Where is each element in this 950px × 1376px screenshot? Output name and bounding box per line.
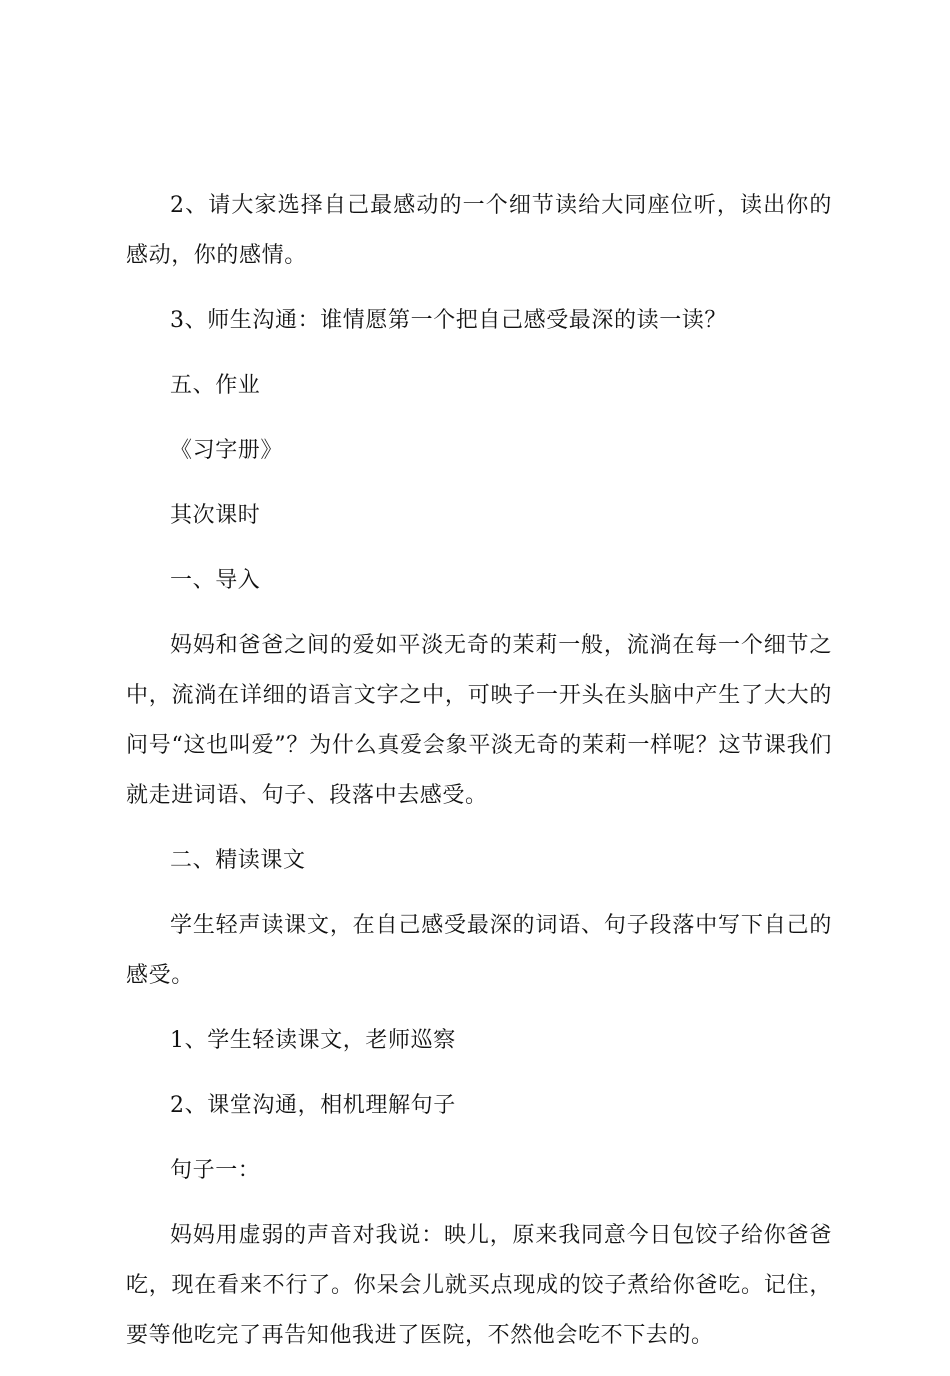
- heading-close-reading: 二、精读课文: [170, 848, 306, 873]
- heading-sentence-one: 句子一：: [170, 1158, 261, 1183]
- paragraph-copybook: 《习字册》: [170, 438, 284, 463]
- paragraph-step-2: 2、课堂沟通，相机理解句子: [170, 1093, 456, 1118]
- heading-introduction: 一、导入: [170, 568, 261, 593]
- paragraph-instruction-3: 3、师生沟通：谁情愿第一个把自己感受最深的读一读？: [170, 308, 727, 333]
- paragraph-instruction-2: 2、请大家选择自己最感动的一个细节读给大同座位听，读出你的感动，你的感情。: [126, 193, 832, 268]
- paragraph-step-1: 1、学生轻读课文，老师巡察: [170, 1028, 456, 1053]
- heading-second-lesson: 其次课时: [170, 503, 261, 528]
- paragraph-reading-task: 学生轻声读课文，在自己感受最深的词语、句子段落中写下自己的感受。: [126, 913, 832, 988]
- paragraph-introduction: 妈妈和爸爸之间的爱如平淡无奇的茉莉一般，流淌在每一个细节之中，流淌在详细的语言文字之中，可映子一开头在头脑中产生了大大的问号“这也叫爱”？为什么真爱会象平淡无奇的茉莉一样呢？这节课我们就走进词语、句子、段落中去感受。: [126, 633, 832, 808]
- document-body: [126, 181, 832, 1376]
- heading-homework: 五、作业: [170, 373, 261, 398]
- paragraph-sentence-one-quote: 妈妈用虚弱的声音对我说：映儿，原来我同意今日包饺子给你爸爸吃，现在看来不行了。你呆会儿就买点现成的饺子煮给你爸吃。记住，要等他吃完了再告知他我进了医院，不然他会吃不下去的。: [126, 1223, 832, 1348]
